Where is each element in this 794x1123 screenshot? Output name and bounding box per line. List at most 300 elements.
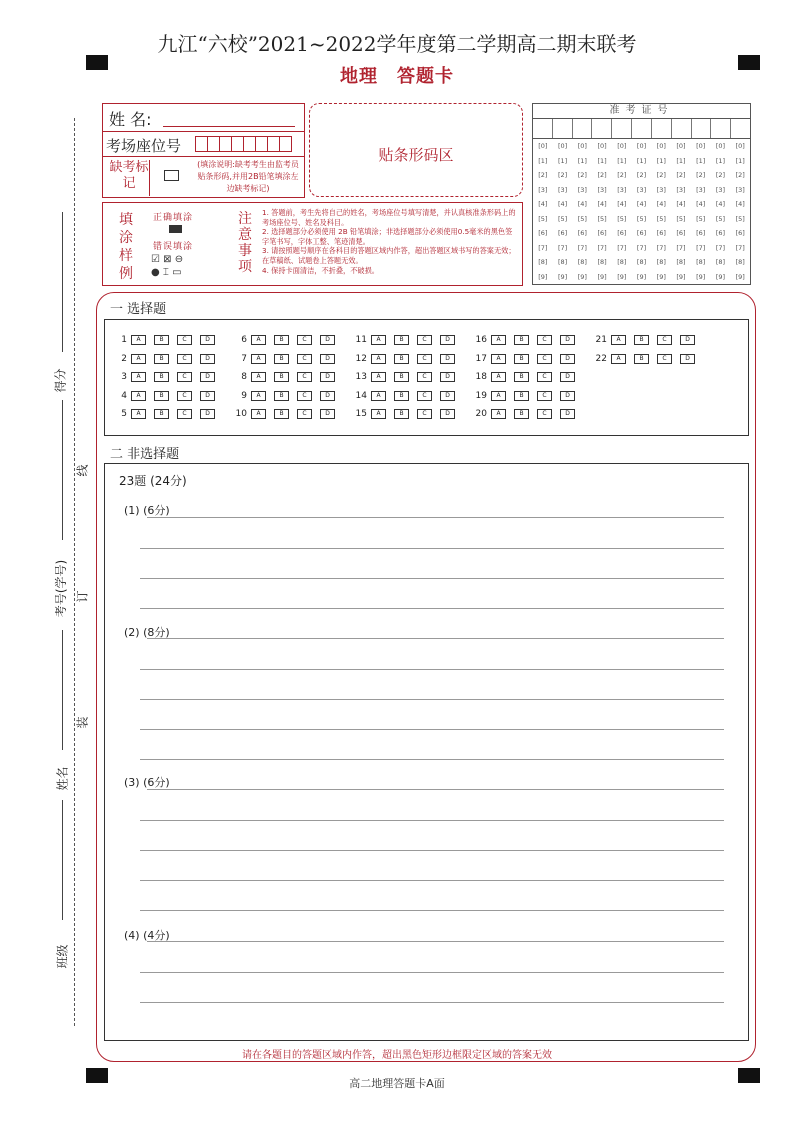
digit-bubble[interactable]: [2] bbox=[597, 171, 607, 179]
option-bubble-d[interactable]: D bbox=[560, 391, 575, 401]
answer-line[interactable] bbox=[140, 729, 724, 730]
correct-fill-icon bbox=[169, 225, 182, 233]
digit-bubble[interactable]: [9] bbox=[656, 272, 666, 281]
class-label: 班级 bbox=[55, 944, 70, 969]
answer-line[interactable] bbox=[140, 1002, 724, 1003]
option-bubble-d[interactable]: D bbox=[320, 335, 335, 345]
digit-bubble[interactable]: [3] bbox=[656, 185, 666, 194]
option-bubble-d[interactable]: D bbox=[440, 354, 455, 364]
question-number: 15 bbox=[355, 409, 367, 419]
digit-bubble[interactable]: [0] bbox=[715, 142, 726, 150]
admission-digit-cell[interactable] bbox=[553, 119, 573, 138]
option-bubble-b[interactable]: B bbox=[634, 335, 649, 345]
fill-sample-title: 填涂样例 bbox=[119, 212, 133, 282]
option-bubble-a[interactable]: A bbox=[251, 335, 266, 345]
option-bubble-b[interactable]: B bbox=[514, 372, 529, 382]
mcq-question bbox=[351, 408, 463, 420]
digit-bubble[interactable]: [1] bbox=[735, 156, 745, 165]
option-bubble-b[interactable]: B bbox=[394, 335, 409, 345]
digit-bubble[interactable]: [9] bbox=[577, 272, 587, 281]
class-write-line bbox=[62, 800, 63, 920]
answer-line[interactable] bbox=[140, 608, 724, 609]
digit-bubble[interactable]: [3] bbox=[617, 185, 627, 194]
digit-bubble[interactable]: [9] bbox=[557, 272, 568, 281]
option-bubble-a[interactable]: A bbox=[251, 354, 266, 364]
digit-bubble[interactable]: [0] bbox=[597, 142, 607, 150]
digit-bubble[interactable]: [0] bbox=[636, 142, 647, 150]
option-bubble-c[interactable]: C bbox=[417, 391, 432, 401]
page-title: 九江“六校”2021~2022学年度第二学期高二期末联考 bbox=[157, 32, 637, 56]
digit-bubble[interactable]: [8] bbox=[676, 258, 686, 266]
option-bubble-c[interactable]: C bbox=[177, 335, 192, 345]
answer-line[interactable] bbox=[140, 972, 724, 973]
digit-bubble[interactable]: [1] bbox=[577, 156, 587, 165]
option-bubble-d[interactable]: D bbox=[200, 335, 215, 345]
score-write-line bbox=[62, 212, 63, 352]
mcq-question bbox=[591, 353, 703, 365]
option-bubble-c[interactable]: C bbox=[417, 409, 432, 419]
digit-bubble[interactable]: [3] bbox=[735, 185, 745, 194]
digit-bubble[interactable]: [0] bbox=[617, 142, 627, 150]
option-bubble-b[interactable]: B bbox=[394, 409, 409, 419]
question-number: 21 bbox=[595, 335, 607, 345]
admission-digit-column[interactable] bbox=[553, 139, 573, 284]
digit-bubble[interactable]: [2] bbox=[636, 171, 647, 179]
answer-line[interactable] bbox=[147, 638, 724, 639]
option-bubble-d[interactable]: D bbox=[320, 372, 335, 382]
digit-bubble[interactable]: [6] bbox=[597, 229, 607, 237]
digit-bubble[interactable]: [2] bbox=[617, 171, 627, 179]
digit-bubble[interactable]: [5] bbox=[617, 214, 627, 223]
digit-bubble[interactable]: [2] bbox=[656, 171, 666, 179]
digit-bubble[interactable]: [0] bbox=[696, 142, 706, 150]
admission-digit-column[interactable] bbox=[592, 139, 612, 284]
option-bubble-b[interactable]: B bbox=[514, 409, 529, 419]
option-bubble-b[interactable]: B bbox=[394, 391, 409, 401]
digit-bubble[interactable]: [8] bbox=[656, 258, 666, 266]
question-number: 11 bbox=[355, 335, 367, 345]
option-bubble-c[interactable]: C bbox=[177, 409, 192, 419]
admission-digit-cell[interactable] bbox=[592, 119, 612, 138]
option-bubble-c[interactable]: C bbox=[537, 409, 552, 419]
digit-bubble[interactable]: [4] bbox=[617, 200, 627, 208]
option-bubble-d[interactable]: D bbox=[560, 372, 575, 382]
notice-title: 注意事项 bbox=[238, 211, 252, 275]
part-label: (3) (6分) bbox=[124, 776, 170, 789]
admission-digit-cell[interactable] bbox=[533, 119, 553, 138]
option-bubble-a[interactable]: A bbox=[131, 354, 146, 364]
answer-line[interactable] bbox=[140, 880, 724, 881]
admission-number-grid bbox=[532, 103, 751, 285]
digit-bubble[interactable]: [4] bbox=[696, 200, 706, 208]
digit-bubble[interactable]: [4] bbox=[577, 200, 587, 208]
digit-bubble[interactable]: [1] bbox=[538, 156, 548, 165]
option-bubble-c[interactable]: C bbox=[177, 372, 192, 382]
option-bubble-c[interactable]: C bbox=[177, 391, 192, 401]
mcq-question bbox=[231, 353, 343, 365]
answer-line[interactable] bbox=[140, 820, 724, 821]
option-bubble-d[interactable]: D bbox=[440, 391, 455, 401]
digit-bubble[interactable]: [9] bbox=[715, 272, 726, 281]
option-bubble-a[interactable]: A bbox=[251, 409, 266, 419]
option-bubble-a[interactable]: A bbox=[371, 409, 386, 419]
binding-line bbox=[74, 118, 75, 1026]
option-bubble-d[interactable]: D bbox=[320, 409, 335, 419]
digit-bubble[interactable]: [5] bbox=[735, 214, 745, 223]
admission-write-row[interactable] bbox=[533, 119, 750, 139]
answer-line[interactable] bbox=[140, 578, 724, 579]
admission-digit-cell[interactable] bbox=[632, 119, 652, 138]
footer-warning: 请在各题目的答题区域内作答，超出黑色矩形边框限定区域的答案无效 bbox=[242, 1050, 552, 1061]
admission-digit-column[interactable] bbox=[612, 139, 632, 284]
digit-bubble[interactable]: [0] bbox=[557, 142, 568, 150]
admission-digit-column[interactable] bbox=[691, 139, 711, 284]
digit-bubble[interactable]: [0] bbox=[577, 142, 587, 150]
admission-digit-cell[interactable] bbox=[711, 119, 731, 138]
digit-bubble[interactable]: [8] bbox=[715, 258, 726, 266]
admission-digit-column[interactable] bbox=[711, 139, 731, 284]
name-field[interactable] bbox=[163, 126, 295, 127]
question-number: 7 bbox=[241, 354, 247, 364]
digit-bubble[interactable]: [7] bbox=[636, 243, 647, 252]
question-number: 9 bbox=[241, 391, 247, 401]
option-bubble-d[interactable]: D bbox=[440, 335, 455, 345]
digit-bubble[interactable]: [3] bbox=[676, 185, 686, 194]
option-bubble-a[interactable]: A bbox=[491, 409, 506, 419]
absent-checkbox[interactable] bbox=[164, 170, 179, 181]
digit-bubble[interactable]: [8] bbox=[577, 258, 587, 266]
digit-bubble[interactable]: [1] bbox=[696, 156, 706, 165]
option-bubble-a[interactable]: A bbox=[491, 391, 506, 401]
digit-bubble[interactable]: [9] bbox=[735, 272, 745, 281]
name-label: 姓 名: bbox=[109, 110, 152, 129]
digit-bubble[interactable]: [5] bbox=[557, 214, 568, 223]
digit-bubble[interactable]: [4] bbox=[557, 200, 568, 208]
digit-bubble[interactable]: [7] bbox=[656, 243, 666, 252]
digit-bubble[interactable]: [9] bbox=[617, 272, 627, 281]
digit-bubble[interactable]: [6] bbox=[577, 229, 587, 237]
digit-bubble[interactable]: [8] bbox=[735, 258, 745, 266]
digit-bubble[interactable]: [4] bbox=[636, 200, 647, 208]
digit-bubble[interactable]: [2] bbox=[735, 171, 745, 179]
option-bubble-c[interactable]: C bbox=[657, 354, 672, 364]
option-bubble-a[interactable]: A bbox=[371, 354, 386, 364]
digit-bubble[interactable]: [5] bbox=[676, 214, 686, 223]
digit-bubble[interactable]: [6] bbox=[617, 229, 627, 237]
option-bubble-b[interactable]: B bbox=[274, 335, 289, 345]
mcq-question bbox=[591, 334, 703, 346]
admission-digit-cell[interactable] bbox=[672, 119, 692, 138]
digit-bubble[interactable]: [9] bbox=[538, 272, 548, 281]
option-bubble-a[interactable]: A bbox=[491, 335, 506, 345]
digit-bubble[interactable]: [3] bbox=[636, 185, 647, 194]
digit-bubble[interactable]: [2] bbox=[538, 171, 548, 179]
digit-bubble[interactable]: [3] bbox=[597, 185, 607, 194]
question-number: 18 bbox=[475, 372, 487, 382]
footer-page-label: 高二地理答题卡A面 bbox=[349, 1077, 445, 1090]
question-number: 12 bbox=[355, 354, 367, 364]
option-bubble-d[interactable]: D bbox=[200, 391, 215, 401]
wrong-fill-label: 错误填涂 bbox=[153, 242, 194, 252]
option-bubble-b[interactable]: B bbox=[274, 391, 289, 401]
option-bubble-c[interactable]: C bbox=[297, 335, 312, 345]
admission-digit-cell[interactable] bbox=[612, 119, 632, 138]
digit-bubble[interactable]: [6] bbox=[715, 229, 726, 237]
question-number: 16 bbox=[475, 335, 487, 345]
absent-note: (填涂说明:缺考考生由监考员贴条形码,并用2B铅笔填涂左边缺考标记) bbox=[197, 160, 299, 193]
admission-bubble-columns[interactable] bbox=[533, 139, 750, 284]
question-number: 20 bbox=[475, 409, 487, 419]
digit-bubble[interactable]: [8] bbox=[617, 258, 627, 266]
option-bubble-c[interactable]: C bbox=[297, 354, 312, 364]
digit-bubble[interactable]: [5] bbox=[538, 214, 548, 223]
digit-bubble[interactable]: [8] bbox=[696, 258, 706, 266]
option-bubble-c[interactable]: C bbox=[657, 335, 672, 345]
question-number: 19 bbox=[475, 391, 487, 401]
digit-bubble[interactable]: [1] bbox=[597, 156, 607, 165]
admission-digit-column[interactable] bbox=[671, 139, 691, 284]
digit-bubble[interactable]: [6] bbox=[538, 229, 548, 237]
option-bubble-c[interactable]: C bbox=[537, 372, 552, 382]
digit-bubble[interactable]: [9] bbox=[676, 272, 686, 281]
mcq-question bbox=[111, 371, 223, 383]
option-bubble-b[interactable]: B bbox=[514, 335, 529, 345]
mcq-question bbox=[351, 390, 463, 402]
option-bubble-d[interactable]: D bbox=[200, 409, 215, 419]
digit-bubble[interactable]: [6] bbox=[656, 229, 666, 237]
digit-bubble[interactable]: [3] bbox=[715, 185, 726, 194]
digit-bubble[interactable]: [3] bbox=[577, 185, 587, 194]
option-bubble-d[interactable]: D bbox=[680, 335, 695, 345]
digit-bubble[interactable]: [3] bbox=[538, 185, 548, 194]
admission-digit-column[interactable] bbox=[730, 139, 750, 284]
digit-bubble[interactable]: [7] bbox=[696, 243, 706, 252]
digit-bubble[interactable]: [4] bbox=[656, 200, 666, 208]
option-bubble-a[interactable]: A bbox=[491, 372, 506, 382]
option-bubble-d[interactable]: D bbox=[200, 372, 215, 382]
digit-bubble[interactable]: [8] bbox=[597, 258, 607, 266]
digit-bubble[interactable]: [7] bbox=[557, 243, 568, 252]
digit-bubble[interactable]: [4] bbox=[597, 200, 607, 208]
digit-bubble[interactable]: [0] bbox=[676, 142, 686, 150]
option-bubble-c[interactable]: C bbox=[417, 372, 432, 382]
option-bubble-a[interactable]: A bbox=[131, 409, 146, 419]
candidate-info-box bbox=[102, 103, 305, 198]
option-bubble-a[interactable]: A bbox=[131, 335, 146, 345]
digit-bubble[interactable]: [0] bbox=[538, 142, 548, 150]
option-bubble-a[interactable]: A bbox=[371, 335, 386, 345]
digit-bubble[interactable]: [1] bbox=[557, 156, 568, 165]
answer-line[interactable] bbox=[140, 669, 724, 670]
mcq-question bbox=[231, 371, 343, 383]
digit-bubble[interactable]: [5] bbox=[636, 214, 647, 223]
option-bubble-b[interactable]: B bbox=[274, 409, 289, 419]
line-label: 线 bbox=[75, 464, 90, 477]
digit-bubble[interactable]: [8] bbox=[557, 258, 568, 266]
option-bubble-b[interactable]: B bbox=[154, 335, 169, 345]
option-bubble-c[interactable]: C bbox=[537, 391, 552, 401]
digit-bubble[interactable]: [2] bbox=[557, 171, 568, 179]
answer-line[interactable] bbox=[140, 759, 724, 760]
option-bubble-a[interactable]: A bbox=[371, 372, 386, 382]
option-bubble-b[interactable]: B bbox=[514, 354, 529, 364]
answer-line[interactable] bbox=[147, 941, 724, 942]
option-bubble-a[interactable]: A bbox=[491, 354, 506, 364]
digit-bubble[interactable]: [1] bbox=[676, 156, 686, 165]
admission-digit-column[interactable] bbox=[632, 139, 652, 284]
mcq-area bbox=[104, 319, 749, 436]
mcq-question bbox=[111, 334, 223, 346]
notice-item: 2. 选择题部分必须使用 2B 铅笔填涂；非选择题部分必须使用0.5毫米的黑色签字笔书写，字体工整、笔迹清楚。 bbox=[262, 227, 513, 246]
mcq-question bbox=[231, 334, 343, 346]
question-number: 17 bbox=[475, 354, 487, 364]
admission-digit-cell[interactable] bbox=[573, 119, 593, 138]
digit-bubble[interactable]: [6] bbox=[636, 229, 647, 237]
digit-bubble[interactable]: [7] bbox=[577, 243, 587, 252]
option-bubble-c[interactable]: C bbox=[177, 354, 192, 364]
digit-bubble[interactable]: [1] bbox=[636, 156, 647, 165]
digit-bubble[interactable]: [3] bbox=[696, 185, 706, 194]
digit-bubble[interactable]: [2] bbox=[577, 171, 587, 179]
digit-bubble[interactable]: [5] bbox=[656, 214, 666, 223]
digit-bubble[interactable]: [5] bbox=[696, 214, 706, 223]
digit-bubble[interactable]: [9] bbox=[696, 272, 706, 281]
option-bubble-a[interactable]: A bbox=[131, 372, 146, 382]
digit-bubble[interactable]: [7] bbox=[538, 243, 548, 252]
mcq-question bbox=[471, 408, 583, 420]
digit-bubble[interactable]: [5] bbox=[577, 214, 587, 223]
option-bubble-d[interactable]: D bbox=[320, 354, 335, 364]
mcq-question bbox=[351, 334, 463, 346]
digit-bubble[interactable]: [0] bbox=[735, 142, 745, 150]
answer-line[interactable] bbox=[140, 850, 724, 851]
digit-bubble[interactable]: [7] bbox=[617, 243, 627, 252]
digit-bubble[interactable]: [9] bbox=[597, 272, 607, 281]
answer-line[interactable] bbox=[147, 789, 724, 790]
option-bubble-b[interactable]: B bbox=[154, 354, 169, 364]
option-bubble-d[interactable]: D bbox=[440, 372, 455, 382]
option-bubble-d[interactable]: D bbox=[320, 391, 335, 401]
digit-bubble[interactable]: [9] bbox=[636, 272, 647, 281]
pack-label: 装 bbox=[75, 716, 90, 729]
seat-number-field[interactable] bbox=[195, 136, 291, 152]
option-bubble-c[interactable]: C bbox=[297, 409, 312, 419]
option-bubble-a[interactable]: A bbox=[131, 391, 146, 401]
digit-bubble[interactable]: [7] bbox=[715, 243, 726, 252]
question-number: 22 bbox=[595, 354, 607, 364]
digit-bubble[interactable]: [1] bbox=[617, 156, 627, 165]
option-bubble-c[interactable]: C bbox=[537, 354, 552, 364]
digit-bubble[interactable]: [6] bbox=[696, 229, 706, 237]
option-bubble-b[interactable]: B bbox=[154, 372, 169, 382]
admission-digit-cell[interactable] bbox=[731, 119, 750, 138]
notice-item: 1. 答题前，考生先将自己的姓名，考场座位号填写清楚，并认真核准条形码上的考场座位号、姓名及科目。 bbox=[262, 208, 516, 227]
digit-bubble[interactable]: [2] bbox=[696, 171, 706, 179]
option-bubble-c[interactable]: C bbox=[297, 391, 312, 401]
essay-section-title: 二 非选择题 bbox=[110, 447, 180, 462]
admission-digit-column[interactable] bbox=[572, 139, 592, 284]
name-write-line bbox=[62, 630, 63, 750]
digit-bubble[interactable]: [7] bbox=[676, 243, 686, 252]
answer-line[interactable] bbox=[140, 548, 724, 549]
digit-bubble[interactable]: [4] bbox=[735, 200, 745, 208]
option-bubble-a[interactable]: A bbox=[251, 391, 266, 401]
option-bubble-b[interactable]: B bbox=[274, 372, 289, 382]
admission-digit-column[interactable] bbox=[651, 139, 671, 284]
question-number: 14 bbox=[355, 391, 367, 401]
option-bubble-a[interactable]: A bbox=[251, 372, 266, 382]
option-bubble-c[interactable]: C bbox=[297, 372, 312, 382]
option-bubble-d[interactable]: D bbox=[560, 409, 575, 419]
digit-bubble[interactable]: [8] bbox=[538, 258, 548, 266]
digit-bubble[interactable]: [4] bbox=[538, 200, 548, 208]
option-bubble-d[interactable]: D bbox=[560, 335, 575, 345]
digit-bubble[interactable]: [7] bbox=[735, 243, 745, 252]
digit-bubble[interactable]: [2] bbox=[715, 171, 726, 179]
admission-digit-column[interactable] bbox=[533, 139, 553, 284]
option-bubble-b[interactable]: B bbox=[274, 354, 289, 364]
answer-line[interactable] bbox=[140, 699, 724, 700]
option-bubble-d[interactable]: D bbox=[200, 354, 215, 364]
part-label: (1) (6分) bbox=[124, 504, 170, 517]
page-subtitle: 地理 答题卡 bbox=[340, 66, 454, 87]
option-bubble-d[interactable]: D bbox=[680, 354, 695, 364]
option-bubble-b[interactable]: B bbox=[394, 372, 409, 382]
digit-bubble[interactable]: [8] bbox=[636, 258, 647, 266]
option-bubble-d[interactable]: D bbox=[440, 409, 455, 419]
option-bubble-b[interactable]: B bbox=[634, 354, 649, 364]
option-bubble-b[interactable]: B bbox=[154, 391, 169, 401]
option-bubble-c[interactable]: C bbox=[417, 335, 432, 345]
digit-bubble[interactable]: [4] bbox=[715, 200, 726, 208]
admission-digit-cell[interactable] bbox=[652, 119, 672, 138]
option-bubble-b[interactable]: B bbox=[514, 391, 529, 401]
mcq-question bbox=[471, 371, 583, 383]
digit-bubble[interactable]: [6] bbox=[557, 229, 568, 237]
seat-label: 考场座位号 bbox=[106, 137, 182, 155]
digit-bubble[interactable]: [0] bbox=[656, 142, 666, 150]
option-bubble-b[interactable]: B bbox=[154, 409, 169, 419]
digit-bubble[interactable]: [5] bbox=[715, 214, 726, 223]
answer-line[interactable] bbox=[140, 910, 724, 911]
digit-bubble[interactable]: [2] bbox=[676, 171, 686, 179]
admission-digit-cell[interactable] bbox=[692, 119, 712, 138]
option-bubble-b[interactable]: B bbox=[394, 354, 409, 364]
digit-bubble[interactable]: [1] bbox=[715, 156, 726, 165]
wrong-fill-icons: ☑ ⊠ ⊖ ● ⌶ ▭ bbox=[151, 254, 184, 278]
digit-bubble[interactable]: [6] bbox=[676, 229, 686, 237]
correct-fill-label: 正确填涂 bbox=[153, 213, 194, 223]
digit-bubble[interactable]: [1] bbox=[656, 156, 666, 165]
mcq-question bbox=[471, 334, 583, 346]
option-bubble-a[interactable]: A bbox=[611, 335, 626, 345]
notice-item: 3. 请按照题号顺序在各科目的答题区域内作答，超出答题区域书写的答案无效；在草稿纸、试题卷上答题无效。 bbox=[262, 246, 516, 265]
answer-line[interactable] bbox=[147, 517, 724, 518]
option-bubble-a[interactable]: A bbox=[371, 391, 386, 401]
option-bubble-c[interactable]: C bbox=[537, 335, 552, 345]
digit-bubble[interactable]: [4] bbox=[676, 200, 686, 208]
digit-bubble[interactable]: [3] bbox=[557, 185, 568, 194]
option-bubble-d[interactable]: D bbox=[560, 354, 575, 364]
absent-label: 缺考标记 bbox=[109, 160, 150, 196]
digit-bubble[interactable]: [7] bbox=[597, 243, 607, 252]
digit-bubble[interactable]: [5] bbox=[597, 214, 607, 223]
digit-bubble[interactable]: [6] bbox=[735, 229, 745, 237]
mcq-question bbox=[351, 371, 463, 383]
option-bubble-c[interactable]: C bbox=[417, 354, 432, 364]
option-bubble-a[interactable]: A bbox=[611, 354, 626, 364]
score-label: 得分 bbox=[53, 368, 68, 393]
